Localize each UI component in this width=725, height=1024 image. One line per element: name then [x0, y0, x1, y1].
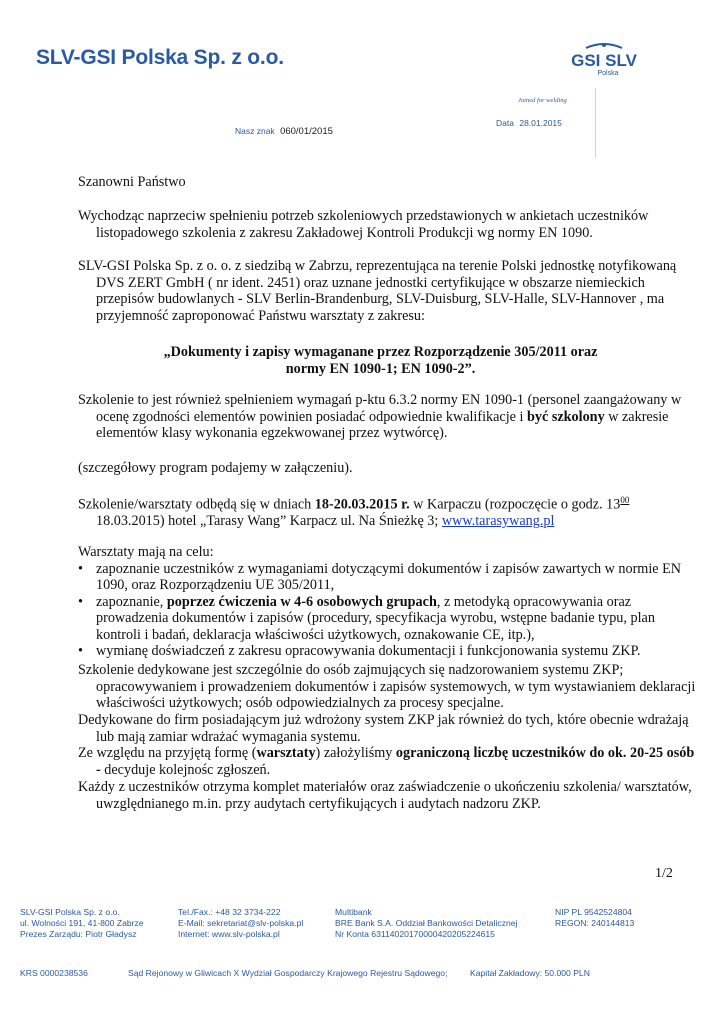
- p5-date: 18-20.03.2015 r.: [314, 496, 410, 513]
- p5-text-a: Szkolenie/warsztaty odbędą się w dniach: [78, 496, 315, 513]
- date-line: [496, 118, 562, 128]
- hotel-website-link[interactable]: www.tarasywang.pl: [441, 513, 555, 530]
- logo-subtitle: Polska: [597, 70, 619, 77]
- paragraph-intro: Wychodząc naprzeciw spełnieniu potrzeb szkoleniowych przedstawionych w ankietach uczestników listopadowego szkolenia z zakresu Zakładowej Kontroli Produkcji wg normy EN 1090.: [78, 208, 649, 241]
- paragraph-materials: Każdy z uczestników otrzyma komplet materiałów oraz zaświadczenie o ukończeniu szkolenia/ warsztatów, uwzględnianego m.in. przy audytach certyfikujących i audytach nadzoru ZKP.: [78, 779, 692, 812]
- date-value: 28.01.2015: [519, 118, 562, 128]
- footer-tax-ids: [555, 907, 634, 929]
- footer-capital: Kapitał Zakładowy: 50.000 PLN: [470, 968, 590, 978]
- paragraph-requirements: [78, 392, 701, 442]
- p5-text-c: 18.03.2015) hotel „Tarasy Wang” Karpacz ul. Na Śnieżkę 3;: [96, 513, 442, 530]
- reference-line: [235, 126, 333, 137]
- p5-time-superscript: 00: [620, 495, 630, 505]
- goal-item: • zapoznanie uczestników z wymaganiami dotyczącymi dokumentów i zapisów zawartych w normie EN 1090, oraz Rozporządzeniu UE 305/2011,: [78, 561, 683, 594]
- paragraph-schedule: [78, 492, 701, 530]
- reference-value: 060/01/2015: [280, 126, 333, 137]
- paragraph-audience: Szkolenie dedykowane jest szczególnie do osób zajmujących się nadzorowaniem systemu ZKP; opracowywaniem i prowadzeniem dokumentów i zapisów systemowych, w tym wystawianiem deklaracji właściwości użytkowych; osób odpowiedzialnych za procesy specjalne.: [78, 662, 696, 711]
- b2-text-b: , z metodyką opracowywania oraz prowadzenia dokumentów i zapisów (procedury, specyfikacja wyrobu, wstępne badanie typu, plan kontroli i badań, deklaracja właściwości użytkowych, oznakowanie CE, itp.),: [96, 593, 655, 643]
- reference-label: Nasz znak: [235, 126, 275, 136]
- b2-text-a: zapoznanie,: [96, 593, 167, 610]
- footer-line: SLV-GSI Polska Sp. z o.o.: [20, 907, 120, 917]
- logo-tagline: Joined for welding: [518, 97, 567, 104]
- goal-item: • wymianę doświadczeń z zakresu opracowywania dokumentacji i funkcjonowania systemu ZKP.: [78, 643, 683, 660]
- p8-text-c: decyduje kolejnośc zgłoszeń.: [100, 761, 271, 778]
- workshop-goals: [78, 544, 683, 660]
- p5-text-b: w Karpaczu (rozpoczęcie o godz. 13: [409, 496, 621, 513]
- header-divider: [595, 88, 596, 158]
- footer-contact: [178, 907, 303, 940]
- goals-list: [78, 561, 683, 660]
- paragraph-program-note: (szczegółowy program podajemy w załączeniu).: [78, 460, 353, 476]
- p3-text-b: w zakresie elementów klasy wykonania egzekwowanej przez wytwórcę).: [96, 408, 669, 441]
- paragraph-capacity: [78, 745, 701, 778]
- logo-text: GSI SLV: [571, 51, 637, 70]
- footer-line: ul. Wolności 191, 41-800 Zabrze: [20, 918, 144, 928]
- workshop-title-line1: „Dokumenty i zapisy wymaganane przez Rozporządzenie 305/2011 oraz: [163, 344, 598, 360]
- footer-line: Tel./Fax.: +48 32 3734-222: [178, 907, 281, 917]
- footer-line: NIP PL 9542524804: [555, 907, 632, 917]
- p3-text-a: Szkolenie to jest również spełnieniem wymagań p-ktu 6.3.2 normy EN 1090-1 (personel zaangażowany w ocenę zgodności elementów powinien posiadać odpowiednie kwalifikacje i: [78, 392, 682, 425]
- workshop-title-line2: normy EN 1090-1; EN 1090-2”.: [285, 360, 476, 377]
- goals-heading: Warsztaty mają na celu:: [78, 544, 214, 560]
- goal-item: [78, 594, 683, 644]
- footer-line: REGON: 240144813: [555, 918, 635, 928]
- p3-bold: być szkolony: [527, 408, 605, 425]
- b2-bold: poprzez ćwiczenia w 4-6 osobowych grupach: [166, 593, 437, 610]
- footer-line: BRE Bank S.A. Oddział Bankowości Detalicznej: [335, 918, 518, 928]
- footer-line: Multibank: [335, 907, 372, 917]
- footer-krs: KRS 0000238536: [20, 968, 88, 978]
- p8-text-a: Ze względu na przyjętą formę (: [78, 745, 257, 761]
- greeting: Szanowni Państwo: [78, 174, 186, 190]
- footer-line: Internet: www.slv-polska.pl: [178, 929, 280, 939]
- footer-line: Nr Konta 63114020170000420205224615: [335, 929, 495, 939]
- footer-line: E-Mail: sekretariat@slv-polska.pl: [178, 918, 304, 928]
- footer-company: [20, 907, 144, 940]
- p8-bold-warsztaty: warsztaty: [256, 745, 316, 761]
- page-number: 1/2: [655, 866, 673, 881]
- p8-text-b: ) założyliśmy: [315, 745, 396, 761]
- date-label: Data: [496, 118, 514, 128]
- footer-court: Sąd Rejonowy w Gliwicach X Wydział Gospodarczy Krajowego Rejestru Sądowego;: [128, 968, 448, 978]
- gsi-slv-logo: [548, 42, 660, 72]
- paragraph-company: SLV-GSI Polska Sp. z o. o. z siedzibą w Zabrzu, reprezentująca na terenie Polski jednostkę notyfikowaną DVS ZERT GmbH ( nr ident. 2451) oraz uznane jednostki certyfikujące w obszarze niemieckich przepisów budowlanych - SLV Berlin-Brandenburg, SLV-Duisburg, SLV-Halle, SLV-Hannover , ma przyjemność zaproponować Państwu warsztaty z zakresu:: [78, 258, 677, 324]
- p8-bold-limit: ograniczoną liczbę uczestników do ok. 20-25 osób -: [96, 745, 695, 778]
- workshop-title: [78, 344, 683, 377]
- footer-line: Prezes Zarządu: Piotr Gładysz: [20, 929, 137, 939]
- footer-bank: [335, 907, 517, 940]
- paragraph-companies: Dedykowane do firm posiadającym już wdrożony system ZKP jak również do tych, które obecnie wdrażają lub mają zamiar wdrażać wymagania systemu.: [78, 712, 689, 745]
- company-title: SLV-GSI Polska Sp. z o.o.: [36, 46, 284, 69]
